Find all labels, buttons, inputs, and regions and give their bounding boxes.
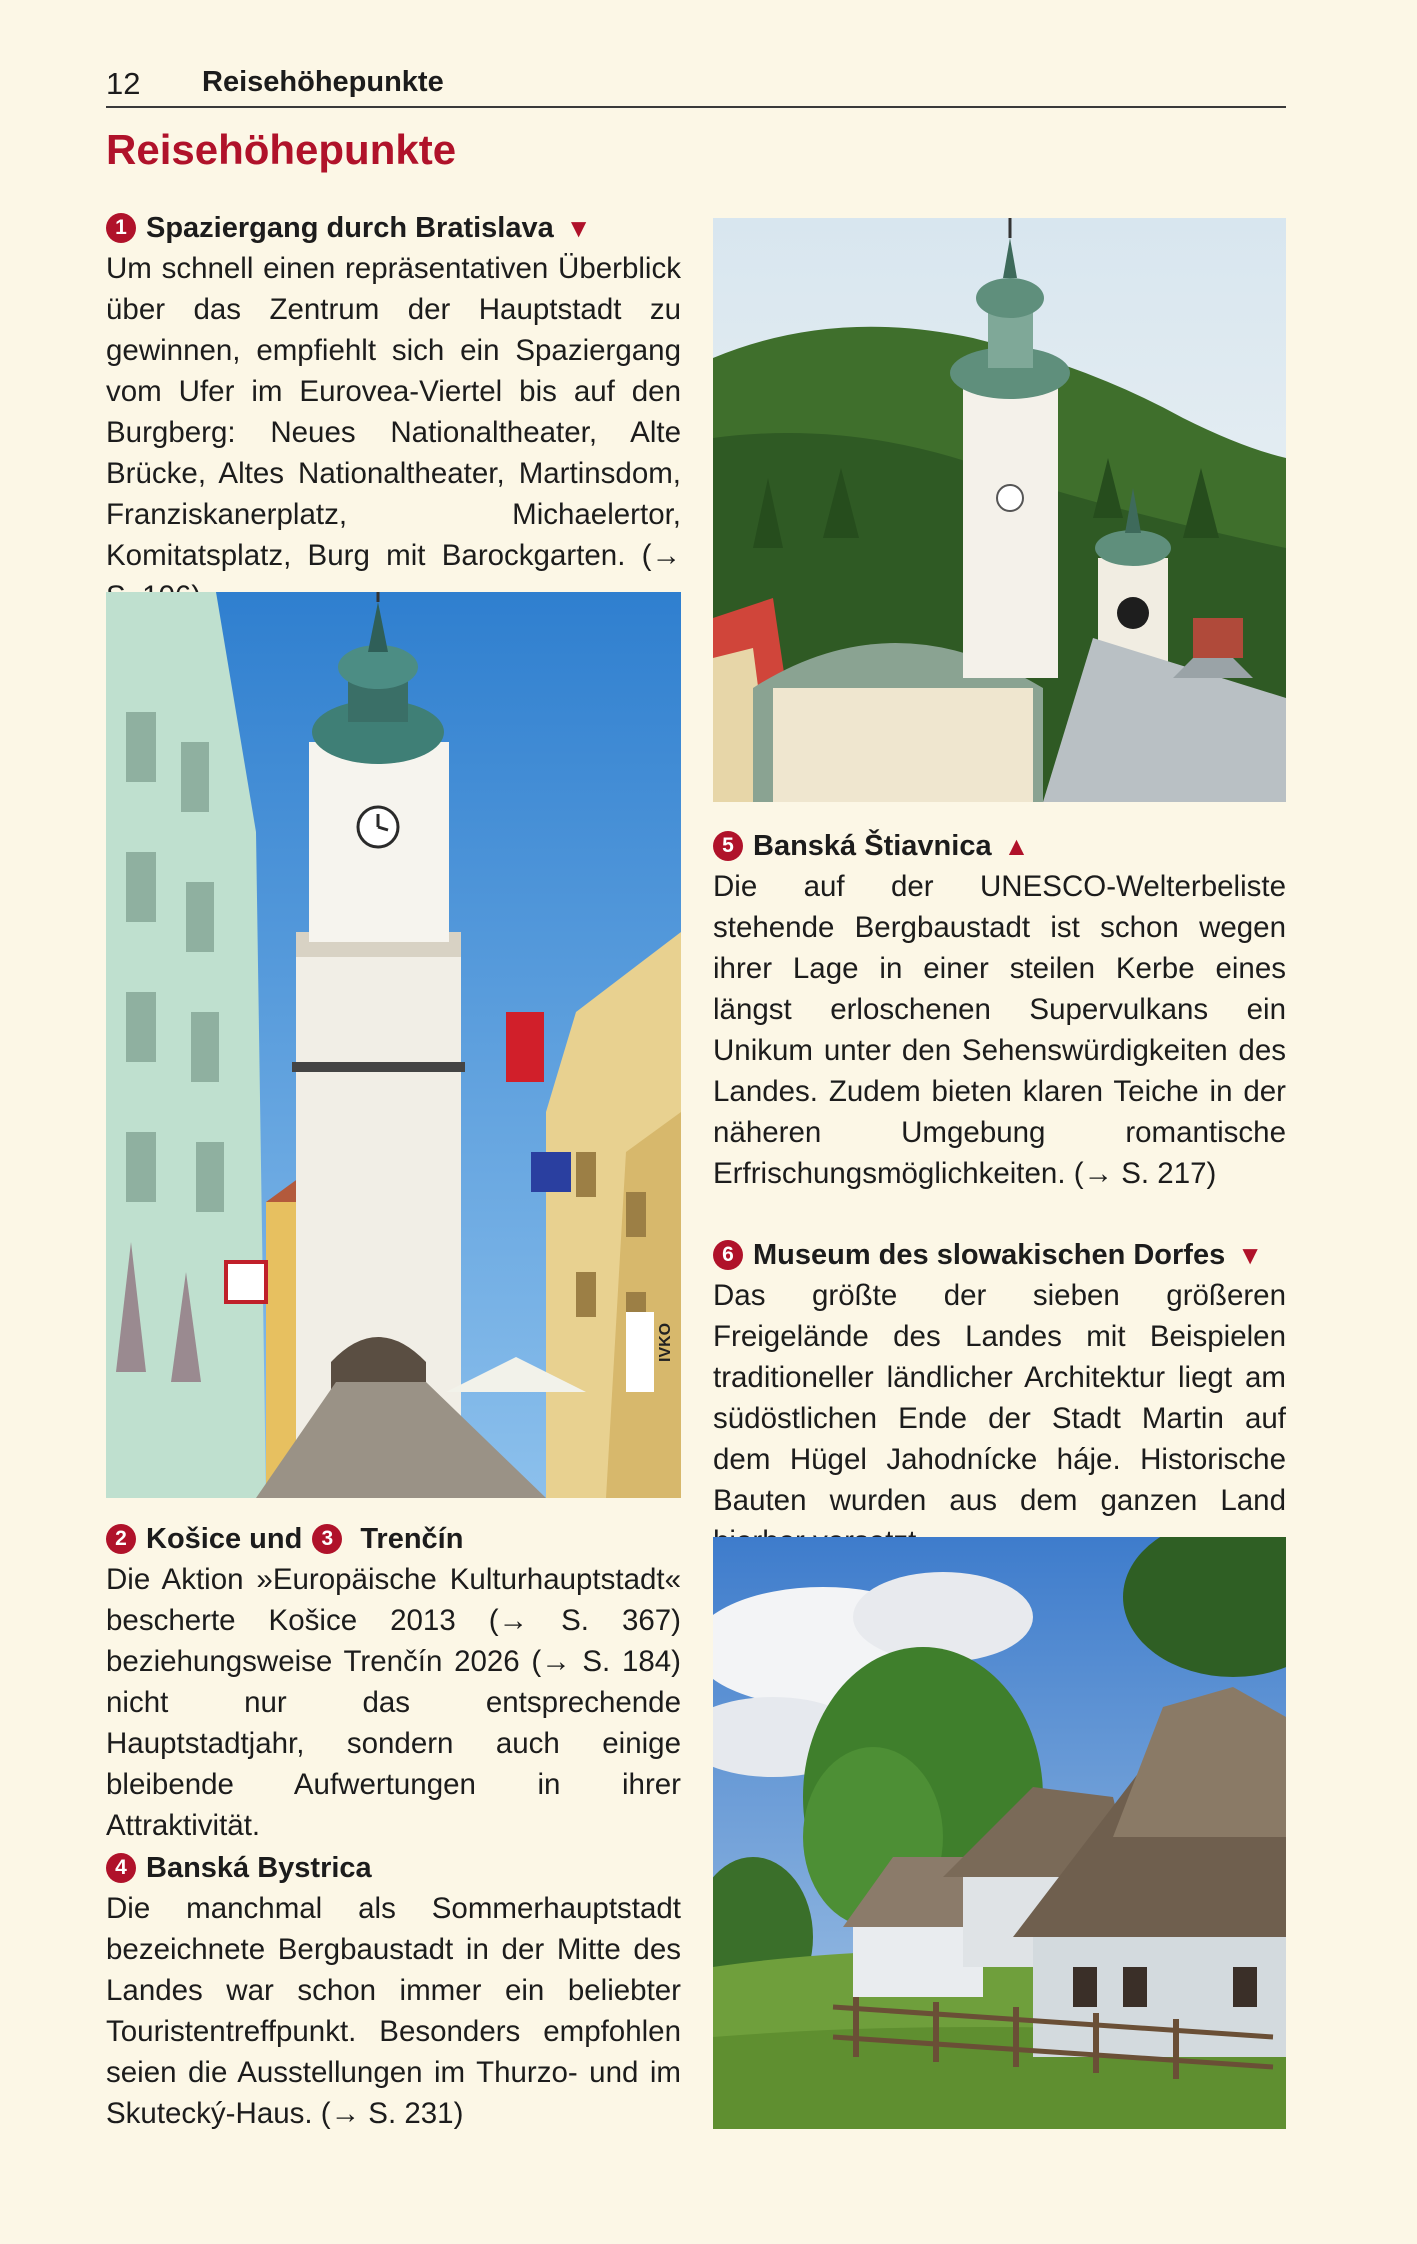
photo-village-museum — [713, 1537, 1286, 2129]
entry-text: Die manchmal als Sommerhauptstadt bezeichnete Bergbaustadt in der Mitte des Landes war schon immer ein beliebter Touristentreffpunkt. Besonders empfohlen seien die Ausstellungen im Thurzo- und im Skutecký-Haus. (→ S. 231) — [106, 1892, 681, 2130]
entry-text: Die Aktion »Europäische Kulturhauptstadt« bescherte Košice 2013 (→ S. 367) beziehungsweise Trenčín 2026 (→ S. 184) nicht nur das entsprechende Hauptstadtjahr, sondern auch einige bleibende Aufwertungen in ihrer Attraktivität. — [106, 1563, 681, 1842]
running-title: Reisehöhepunkte — [202, 66, 444, 98]
highlight-entry-6 — [713, 1235, 1286, 1562]
highlight-entry-1 — [106, 208, 681, 617]
entry-heading — [106, 1848, 681, 1888]
highlight-entry-5 — [713, 826, 1286, 1194]
number-badge: 1 — [106, 213, 136, 243]
entry-title: Museum des slowakischen Dorfes — [753, 1239, 1226, 1271]
highlight-entry-4 — [106, 1848, 681, 2134]
entry-text: Um schnell einen repräsentativen Überblick über das Zentrum der Hauptstadt zu gewinnen, empfiehlt sich ein Spaziergang vom Ufer im Eurovea-Viertel bis auf den Burgberg: Neues Nationaltheater, Alte Brücke, Altes Nationaltheater, Martinsdom, Franziskanerplatz, Michaelertor, Komitatsplatz, Burg mit Barockgarten. (→ — [106, 252, 681, 572]
flag-icon — [506, 1012, 544, 1082]
page-title: Reisehöhepunkte — [106, 126, 457, 173]
photo-michaelertor — [106, 592, 681, 1498]
number-badge: 3 — [312, 1524, 342, 1554]
up-triangle-icon: ▲ — [1003, 831, 1030, 861]
down-triangle-icon: ▼ — [1237, 1240, 1263, 1270]
entry-heading — [713, 1235, 1286, 1275]
photo-banska-stiavnica — [713, 218, 1286, 802]
number-badge: 4 — [106, 1853, 136, 1883]
entry-text: Die auf der UNESCO-Welterbeliste stehende Bergbaustadt ist schon wegen ihrer Lage in einer steilen Kerbe eines längst erloschenen Supervulkans ein Unikum unter den Sehenswürdigkeiten des Landes. Zudem bieten klaren Teiche in der näheren Umgebung romantische Erfrischungsmöglichkeiten. (→ S. 217) — [713, 870, 1286, 1190]
entry-title: Banská Štiavnica — [753, 830, 992, 862]
entry-title: Spaziergang durch Bratislava — [146, 212, 554, 244]
number-badge: 6 — [713, 1240, 743, 1270]
entry-text: Das größte der sieben größeren Freigelände des Landes mit Beispielen traditioneller ländlicher Architektur liegt am südöstlichen Ende der Stadt Martin auf dem Hügel Jahodnícke háje. Historische Bauten wurden aus dem ganzen Land — [713, 1279, 1286, 1517]
entry-heading — [713, 826, 1286, 866]
highlight-entry-2-3 — [106, 1519, 681, 1846]
number-badge: 2 — [106, 1524, 136, 1554]
entry-heading — [106, 208, 681, 248]
shop-sign: IVKO — [657, 1322, 674, 1362]
entry-heading — [106, 1519, 681, 1559]
down-triangle-icon: ▼ — [565, 213, 592, 243]
entry-title: Banská Bystrica — [146, 1852, 372, 1884]
entry-title: Košice und — [146, 1523, 303, 1555]
page-number: 12 — [106, 66, 141, 101]
number-badge: 5 — [713, 831, 743, 861]
entry-title-2: Trenčín — [360, 1523, 464, 1555]
page-header — [106, 66, 1286, 108]
